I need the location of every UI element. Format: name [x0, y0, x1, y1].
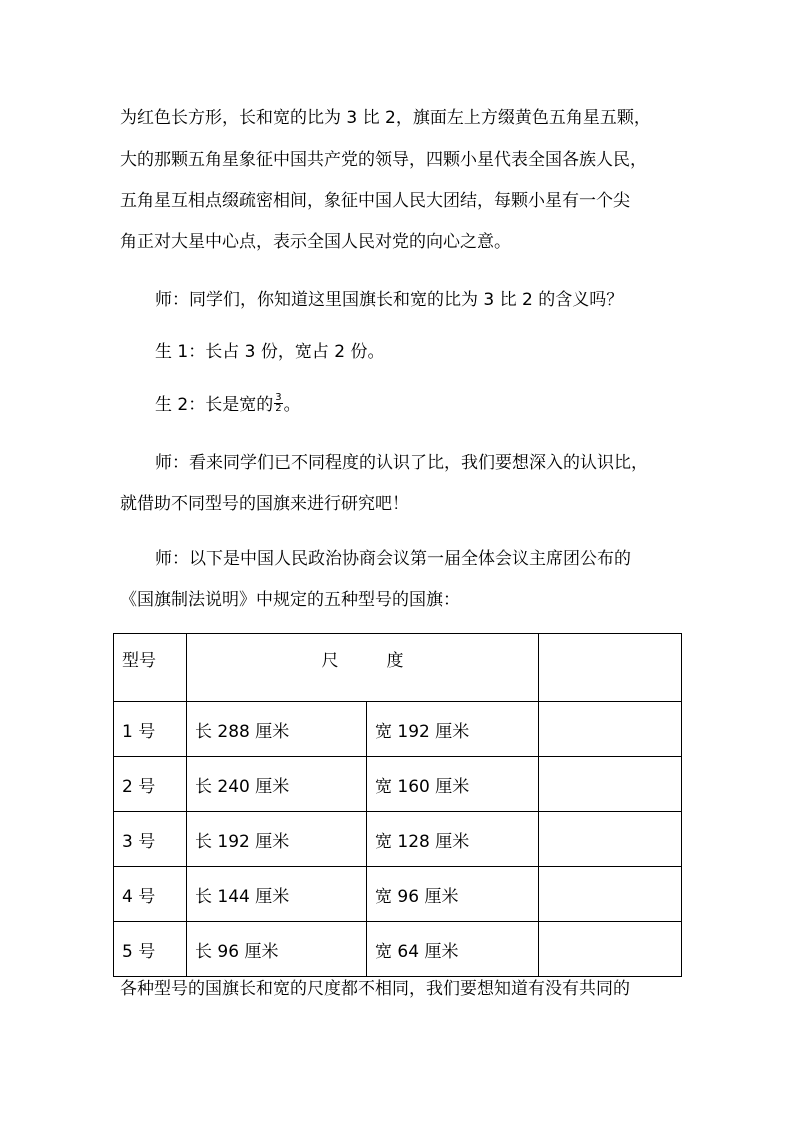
- cell-length: 长 192 厘米: [187, 812, 367, 867]
- header-dimension-char-1: 尺: [321, 651, 339, 671]
- paragraph-line-2: 大的那颗五角星象征中国共产党的领导，四颗小星代表全国各族人民，: [120, 150, 647, 170]
- table-row: [114, 922, 682, 977]
- cell-empty: [539, 922, 682, 977]
- paragraph-line-3: 五角星互相点缀疏密相间，象征中国人民大团结，每颗小星有一个尖: [120, 191, 630, 211]
- fraction-three-halves: [274, 393, 282, 414]
- student-2-prefix: 生 2：长是宽的: [155, 395, 274, 415]
- header-dimension: [187, 634, 539, 702]
- cell-empty: [539, 867, 682, 922]
- cell-model: 4 号: [114, 867, 187, 922]
- student-2-answer: [155, 391, 301, 416]
- fraction-denominator: 2: [275, 402, 282, 414]
- cell-length: 长 240 厘米: [187, 757, 367, 812]
- paragraph-line-1: 为红色长方形，长和宽的比为 3 比 2，旗面左上方缀黄色五角星五颗，: [120, 108, 651, 128]
- teacher-comment-line-2: 就借助不同型号的国旗来进行研究吧！: [120, 494, 409, 514]
- table-row: [114, 867, 682, 922]
- teacher-intro-line-1: 师：以下是中国人民政治协商会议第一届全体会议主席团公布的: [155, 549, 631, 569]
- cell-length: 长 288 厘米: [187, 702, 367, 757]
- flag-size-table: [113, 633, 682, 977]
- student-2-suffix: 。: [283, 395, 301, 415]
- student-1-answer: 生 1：长占 3 份，宽占 2 份。: [155, 342, 385, 362]
- teacher-comment-line-1: 师：看来同学们已不同程度的认识了比，我们要想深入的认识比，: [155, 453, 648, 473]
- cell-width: 宽 64 厘米: [367, 922, 539, 977]
- cell-model: 5 号: [114, 922, 187, 977]
- cell-empty: [539, 812, 682, 867]
- teacher-question: 师：同学们，你知道这里国旗长和宽的比为 3 比 2 的含义吗？: [155, 290, 624, 310]
- table-header-row: [114, 634, 682, 702]
- cell-width: 宽 96 厘米: [367, 867, 539, 922]
- cell-model: 3 号: [114, 812, 187, 867]
- paragraph-line-4: 角正对大星中心点，表示全国人民对党的向心之意。: [120, 232, 511, 252]
- table-row: [114, 702, 682, 757]
- cell-length: 长 144 厘米: [187, 867, 367, 922]
- header-dimension-char-2: 度: [386, 651, 404, 671]
- cell-empty: [539, 757, 682, 812]
- fraction-numerator: 3: [275, 391, 282, 403]
- header-empty: [539, 634, 682, 702]
- table-row: [114, 812, 682, 867]
- table-row: [114, 757, 682, 812]
- teacher-intro-line-2: 《国旗制法说明》中规定的五种型号的国旗：: [120, 590, 460, 610]
- cell-width: 宽 192 厘米: [367, 702, 539, 757]
- cell-length: 长 96 厘米: [187, 922, 367, 977]
- cell-width: 宽 128 厘米: [367, 812, 539, 867]
- cell-width: 宽 160 厘米: [367, 757, 539, 812]
- header-model: 型号: [114, 634, 187, 702]
- cell-model: 2 号: [114, 757, 187, 812]
- closing-line: 各种型号的国旗长和宽的尺度都不相同，我们要想知道有没有共同的: [120, 979, 630, 999]
- cell-model: 1 号: [114, 702, 187, 757]
- cell-empty: [539, 702, 682, 757]
